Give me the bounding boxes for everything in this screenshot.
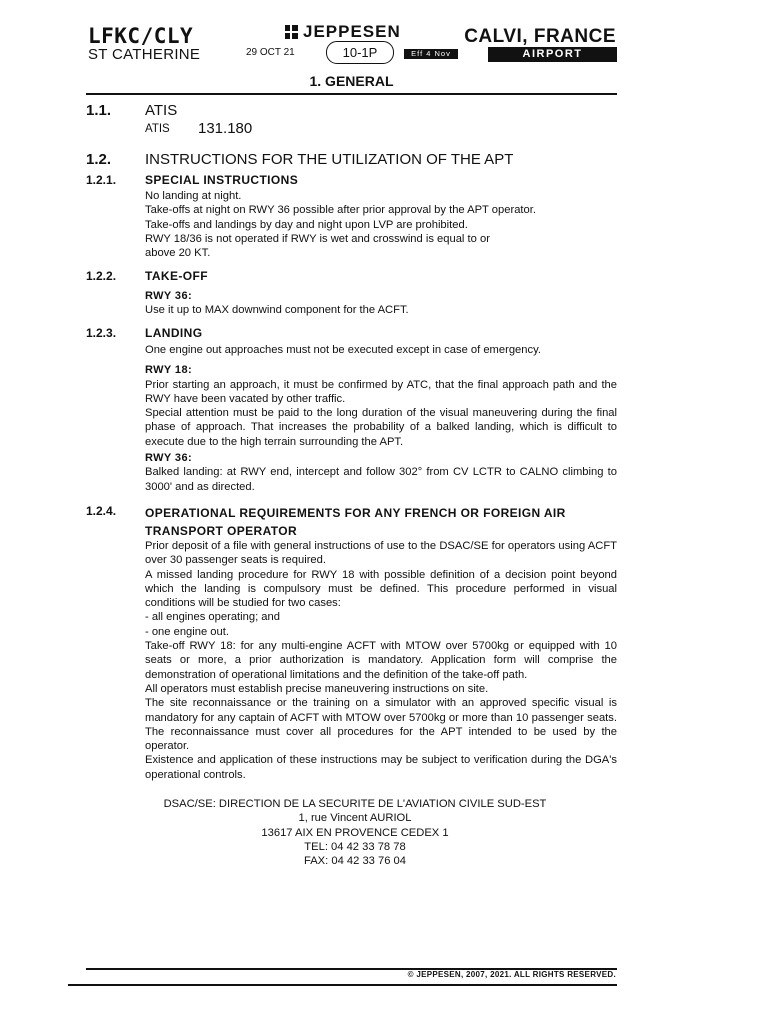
special-instructions-text <box>145 189 617 260</box>
section-number-1-2: 1.2. <box>86 151 112 168</box>
chart-type-banner: AIRPORT BRIEFING <box>488 47 617 62</box>
dsac-address-block <box>145 797 565 868</box>
section-number-1-2-1: 1.2.1. <box>86 173 117 187</box>
title-rule <box>86 93 617 95</box>
text-paragraph: One engine out approaches must not be executed except in case of emergency. <box>145 344 541 356</box>
section-heading-special-instructions: SPECIAL INSTRUCTIONS <box>145 173 299 187</box>
section-heading-operational-requirements: OPERATIONAL REQUIREMENTS FOR ANY FRENCH OR FOREIGN AIR TRANSPORT OPERATOR <box>145 506 566 538</box>
text-line: Take-offs and landings by day and night upon LVP are prohibited. <box>145 218 468 231</box>
section-title: 1. GENERAL <box>309 73 394 89</box>
subheading-rwy-18: RWY 18: <box>145 364 193 377</box>
subheading-rwy-36: RWY 36: <box>145 452 193 465</box>
text-paragraph: Prior deposit of a file with general instructions of use to the DSAC/SE for operators using ACFT over 30 passenger seats is required. <box>145 540 617 567</box>
section-number-1-1: 1.1. <box>86 102 112 119</box>
text-paragraph: Prior starting an approach, it must be confirmed by ATC, that the final approach path and the RWY have been vacated by other traffic. <box>145 378 617 405</box>
bullet-item: - all engines operating; and <box>145 611 280 624</box>
operational-requirements-text <box>145 539 617 782</box>
text-line: above 20 KT. <box>145 247 211 260</box>
landing-text <box>145 343 617 494</box>
chart-date: 29 OCT 21 <box>246 47 295 58</box>
address-line: 1, rue Vincent AURIOL <box>298 812 412 825</box>
section-heading-utilization: INSTRUCTIONS FOR THE UTILIZATION OF THE APT <box>145 151 514 168</box>
section-heading-take-off: TAKE-OFF <box>145 269 208 283</box>
address-line: 13617 AIX EN PROVENCE CEDEX 1 <box>261 826 449 839</box>
atis-label: ATIS <box>145 123 170 135</box>
section-heading-landing: LANDING <box>145 326 203 340</box>
effective-date-badge: Eff 4 Nov <box>404 49 458 59</box>
text-line: Use it up to MAX downwind component for the ACFT. <box>145 304 409 317</box>
address-line: TEL: 04 42 33 78 78 <box>304 840 406 853</box>
text-paragraph: Existence and application of these instructions may be subject to verification during the DGA's operational controls. <box>145 754 617 781</box>
text-paragraph: Balked landing: at RWY end, intercept and follow 302° from CV LCTR to CALNO climbing to 3000' and as directed. <box>145 466 617 493</box>
copyright-notice: © JEPPESEN, 2007, 2021. ALL RIGHTS RESERVED. <box>407 970 616 979</box>
bullet-item: - one engine out. <box>145 625 229 638</box>
text-paragraph: Special attention must be paid to the long duration of the visual maneuvering during the final phase of approach. That increases the probability of a balked landing, which is difficult to execute due to the high terrain surrounding the APT. <box>145 407 617 448</box>
jeppesen-mark-icon <box>285 25 298 39</box>
text-paragraph: All operators must establish precise maneuvering instructions on site. <box>145 682 489 695</box>
subheading-rwy-36: RWY 36: <box>145 290 193 302</box>
text-line: RWY 18/36 is not operated if RWY is wet and crosswind is equal to or <box>145 232 490 245</box>
text-line: Take-offs at night on RWY 36 possible after prior approval by the APT operator. <box>145 204 536 217</box>
city-country: CALVI, FRANCE <box>464 26 616 47</box>
airport-identifier: LFKC/CLY <box>88 24 194 48</box>
take-off-text <box>145 289 617 318</box>
text-paragraph: The site reconnaissance or the training on a simulator with an approved specific visual is mandatory for any captain of ACFT with MTOW over 5700kg or more than 10 passenger seats. The reconnaissance must cover all procedures for the APT intended to be used by the operator. <box>145 697 617 753</box>
section-heading-atis: ATIS <box>145 102 178 119</box>
bottom-rule <box>68 984 617 986</box>
section-number-1-2-4: 1.2.4. <box>86 504 117 518</box>
section-number-1-2-3: 1.2.3. <box>86 326 117 340</box>
address-line: FAX: 04 42 33 76 04 <box>303 855 406 868</box>
section-number-1-2-2: 1.2.2. <box>86 269 117 283</box>
text-paragraph: Take-off RWY 18: for any multi-engine ACFT with MTOW over 5700kg or equipped with 10 seats or more, a prior authorization is mandatory. Application form will comprise the demonstration of operational limitations and the definition of the take-off path. <box>145 640 617 681</box>
jeppesen-logo <box>285 22 401 42</box>
address-line: DSAC/SE: DIRECTION DE LA SECURITE DE L'AVIATION CIVILE SUD-EST <box>163 798 547 810</box>
text-paragraph: A missed landing procedure for RWY 18 with possible definition of a decision point beyond which the landing is compulsory must be defined. This procedure performed in visual conditions will be studied for two cases: <box>145 568 617 610</box>
page-number-badge: 10-1P <box>326 41 394 64</box>
text-line: No landing at night. <box>145 190 242 202</box>
airport-name: ST CATHERINE <box>88 46 201 63</box>
atis-frequency: 131.180 <box>198 120 253 137</box>
brand-name: JEPPESEN <box>303 22 401 41</box>
